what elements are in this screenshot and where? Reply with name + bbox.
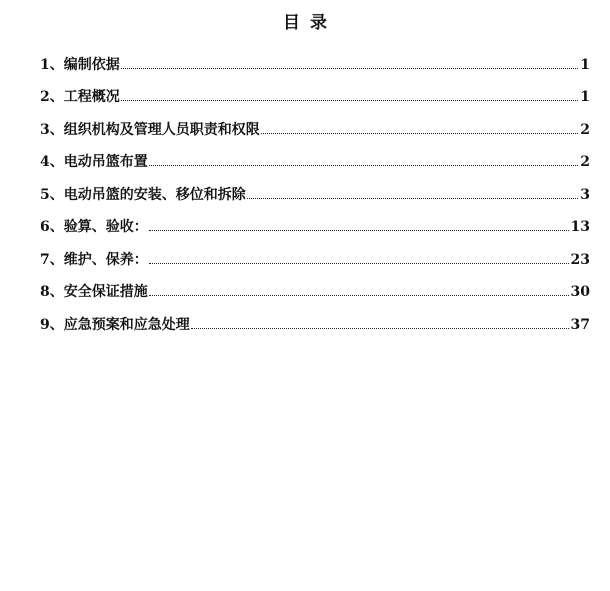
toc-dot-leader — [149, 295, 569, 296]
toc-entry-text: 1、编制依据 — [40, 56, 120, 73]
toc-entry[interactable] — [40, 170, 590, 203]
toc-entry-text: 3、组织机构及管理人员职责和权限 — [40, 121, 260, 138]
toc-dot-leader — [149, 263, 569, 264]
toc-entry-text: 4、电动吊篮布置 — [40, 154, 148, 170]
toc-dot-leader — [121, 68, 579, 69]
toc-entry[interactable] — [40, 300, 590, 333]
toc-entry-page: 13 — [570, 219, 590, 235]
toc-dot-leader — [121, 100, 579, 101]
toc-entry[interactable] — [40, 138, 590, 171]
toc-entry-text: 6、验算、验收： — [40, 219, 148, 235]
toc-entry-text: 5、电动吊篮的安装、移位和拆除 — [40, 186, 246, 203]
toc-list — [40, 40, 590, 333]
toc-entry-text: 8、安全保证措施 — [40, 284, 148, 300]
toc-entry-page: 1 — [580, 56, 590, 73]
toc-entry-page: 37 — [570, 316, 590, 333]
toc-dot-leader — [261, 133, 579, 134]
toc-entry[interactable] — [40, 105, 590, 138]
toc-entry-page: 2 — [580, 121, 590, 138]
toc-entry-page: 30 — [570, 284, 590, 300]
toc-entry-page: 3 — [580, 186, 590, 203]
toc-entry[interactable] — [40, 203, 590, 236]
toc-entry-page: 2 — [580, 154, 590, 170]
toc-entry-text: 9、应急预案和应急处理 — [40, 316, 190, 333]
toc-dot-leader — [149, 230, 569, 231]
toc-entry-page: 23 — [570, 251, 590, 268]
toc-entry[interactable] — [40, 73, 590, 106]
toc-entry-page: 1 — [580, 89, 590, 105]
toc-title: 目录 — [283, 13, 337, 33]
toc-entry[interactable] — [40, 268, 590, 301]
toc-dot-leader — [191, 328, 569, 329]
toc-entry[interactable] — [40, 40, 590, 73]
toc-dot-leader — [247, 198, 579, 199]
toc-dot-leader — [149, 165, 579, 166]
toc-entry[interactable] — [40, 235, 590, 268]
toc-entry-text: 2、工程概况 — [40, 89, 120, 105]
toc-entry-text: 7、维护、保养： — [40, 251, 148, 268]
